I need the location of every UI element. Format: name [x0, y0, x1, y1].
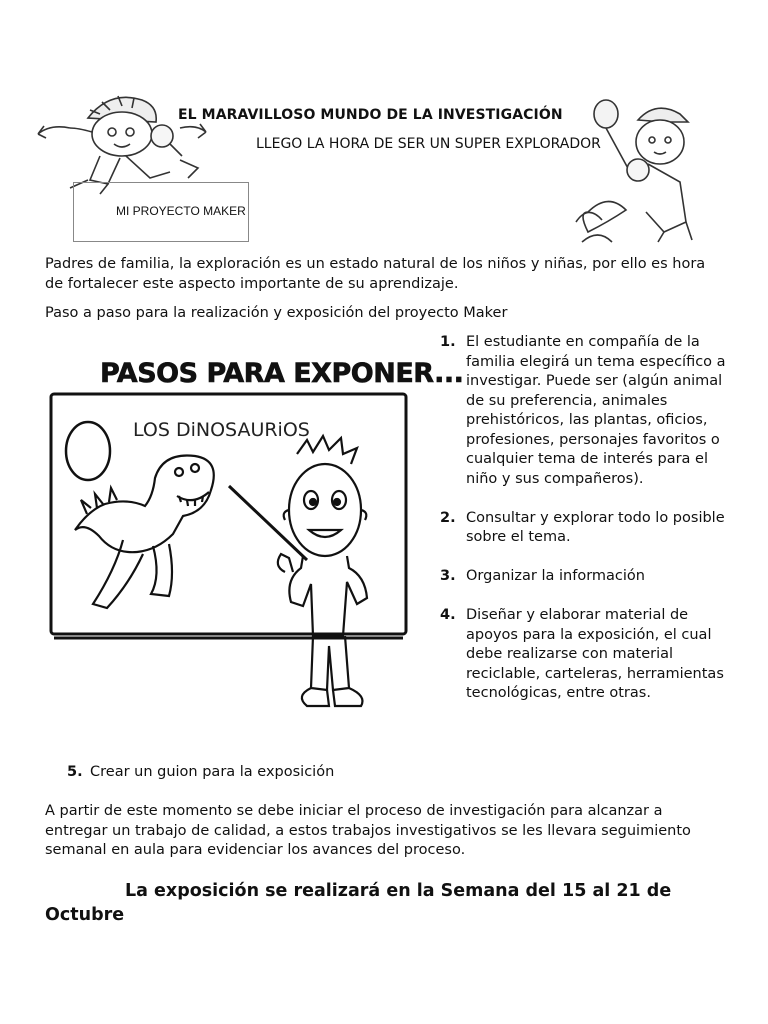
- maker-label: MI PROYECTO MAKER: [116, 204, 246, 218]
- step-5: [67, 763, 334, 783]
- step-text: Organizar la información: [466, 568, 645, 584]
- step-text: Crear un guion para la exposición: [90, 764, 335, 780]
- step-number: 1.: [440, 334, 456, 350]
- list-item: [440, 509, 740, 548]
- step-number: 5.: [67, 764, 83, 780]
- step-text: Diseñar y elaborar material de apoyos para la exposición, el cual debe realizarse con material reciclable, carteleras, herramientas tecnológicas, entre otras.: [466, 607, 724, 701]
- page-subtitle: LLEGO LA HORA DE SER UN SUPER EXPLORADOR: [256, 136, 601, 152]
- steps-intro: Paso a paso para la realización y exposición del proyecto Maker: [45, 305, 508, 321]
- board-label: LOS DiNOSAURiOS: [133, 419, 310, 441]
- explorer-boy-clipart: [568, 92, 708, 252]
- maker-label-box: [73, 182, 249, 242]
- step-number: 2.: [440, 509, 456, 526]
- step-text: Consultar y explorar todo lo posible sobre el tema.: [466, 509, 725, 545]
- step-number: 3.: [440, 568, 456, 584]
- intro-paragraph: Padres de familia, la exploración es un estado natural de los niños y niñas, por ello es hora de fortalecer este aspecto importante de su aprendizaje.: [45, 256, 706, 292]
- final-note: La exposición se realizará en la Semana del 15 al 21 de Octubre: [45, 881, 672, 925]
- presentation-illustration: [45, 340, 464, 735]
- steps-list: [440, 333, 740, 723]
- closing-paragraph: A partir de este momento se debe iniciar el proceso de investigación para alcanzar a entregar un trabajo de calidad, a estos trabajos investigativos se les llevara seguimiento semanal en aula para evidenciar los avances del proceso.: [45, 803, 691, 858]
- page-title: EL MARAVILLOSO MUNDO DE LA INVESTIGACIÓN: [178, 107, 563, 123]
- step-text: El estudiante en compañía de la familia elegirá un tema específico a investigar. Puede ser (algún animal de su preferencia, animales prehistóricos, las plantas, oficios, profesiones, personajes favoritos o cualquier tema de interés para el niño y sus compañeros).: [466, 334, 726, 487]
- list-item: [440, 567, 740, 587]
- list-item: [440, 333, 740, 489]
- step-number: 4.: [440, 607, 456, 623]
- list-item: [440, 606, 740, 704]
- illustration-heading: PASOS PARA EXPONER...: [100, 358, 464, 389]
